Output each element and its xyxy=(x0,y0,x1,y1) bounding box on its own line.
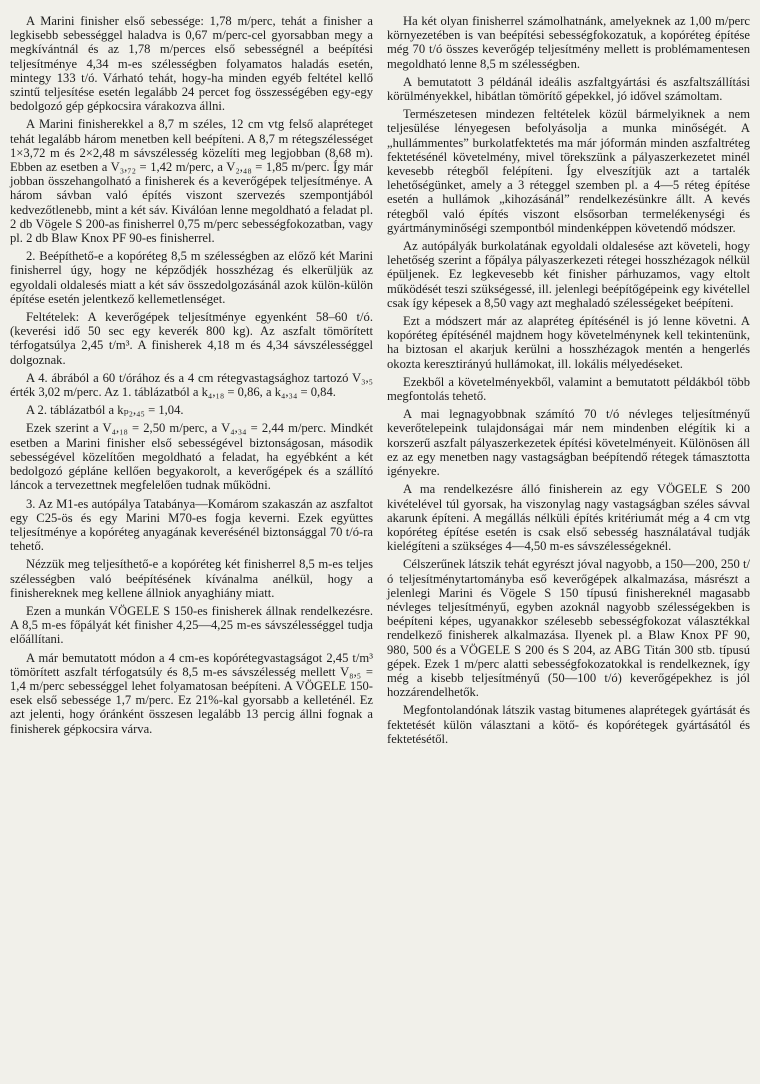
paragraph: Ezek szerint a V₄,₁₈ = 2,50 m/perc, a V₄,₃₄ = 2,44 m/perc. Mindkét esetben a Marini finisher első sebességével biztonságosan, második sebességével közelítően megoldható a feladat, ha egyébként a két bedolgozó gépláne kellően begyakorolt, a keverőgépek és a szállító láncok a tervezettnek megfelelően tudnak működni. xyxy=(10,421,373,493)
paragraph: A már bemutatott módon a 4 cm-es kopórétegvastagságot 2,45 t/m³ tömörített aszfalt térfogatsúly és 8,5 m-es sávszélesség mellett V₈,₅ = 1,4 m/perc sebességgel lehet folyamatosan beépíteni. A VÖGELE 150-esek első sebessége 1,7 m/perc. Ez 21%-kal gyorsabb a kelleténél. Ez azt jelenti, hogy óránként összesen legalább 13 percig állni fognak a finisherek gépkocsira várva. xyxy=(10,650,373,736)
paragraph: Ezen a munkán VÖGELE S 150-es finisherek állnak rendelkezésre. A 8,5 m-es főpályát két finisher 4,25—4,25 m-es sávszélességgel tudja előállítani. xyxy=(10,603,373,647)
paragraph: 2. Beépíthető-e a kopóréteg 8,5 m szélességben az előző két Marini finisherrel úgy, hogy ne képződjék hosszhézag és elkerüljük az egyoldali oldalesés miatt a két sáv összedolgozásánál azok külön-külön építése esetén jelentkező kellemetlenséget. xyxy=(10,249,373,306)
paragraph: A 2. táblázatból a kₚ₂,₄₅ = 1,04. xyxy=(26,403,184,418)
paragraph: A 4. ábrából a 60 t/órához és a 4 cm rétegvastagsághoz tartozó V₃,₅ érték 3,02 m/perc. Az 1. táblázatból a k₄,₁₈ = 0,86, a k₄,₃₄ = 0,84. xyxy=(10,370,373,400)
paragraph: Az autópályák burkolatának egyoldali oldalesése azt követeli, hogy lehetőség szerint a főpálya pályaszerkezeti rétegei hosszhézagok nélkül épüljenek. Ez legkevesebb két finisher párhuzamos, vagy eltolt működését teszi szükségessé, ill. jelenlegi beépítőgépeink egy kivétellel csak így képesek a 8,50 vagy azt meghaladó szélességeket beépíteni. xyxy=(387,239,750,310)
paragraph: Ezt a módszert már az alapréteg építésénél is jó lenne követni. A kopóréteg építésénél majdnem hogy követelménynek kell tekintenünk, ha biztosan el akarjuk kerülni a hosszhézagok mentén a hengerlés okozta keresztirányú hullámokat, ill. lokális mélyedéseket. xyxy=(387,314,750,371)
paragraph: 3. Az M1-es autópálya Tatabánya—Komárom szakaszán az aszfaltot egy C25-ös és egy Marini M70-es fogja keverni. Ezek együttes teljesítménye a kopóréteg anyagának keverésénél biztonsággal 70 t/ó-ra tehető. xyxy=(10,496,373,554)
paragraph: Ha két olyan finisherrel számolhatnánk, amelyeknek az 1,00 m/perc környezetében is van beépítési sebességfokozatuk, a kopóréteg építése még 70 t/ó összes keverőgép teljesítmény mellett is problémamentesen megoldható lenne 8,5 m szélességben. xyxy=(387,14,750,71)
left-column xyxy=(10,14,373,1076)
paragraph: A mai legnagyobbnak számító 70 t/ó névleges teljesítményű keverőtelepeink tulajdonságai már nem mindenben elégítik ki a korszerű aszfalt pályaszerkezetek építési követelményeit. Különösen áll ez az egy menetben nagy vastagságban beépítendő rétegek támasztotta igényekre. xyxy=(387,407,750,479)
paragraph: A Marini finisher első sebessége: 1,78 m/perc, tehát a finisher a legkisebb sebességgel haladva is 0,67 m/perc-cel gyorsabban megy a megkívántnál és az 1,78 m/perces első sebességnél a beépítési teljesítménye 4,34 m-es szélességben folyamatos haladás esetén, mintegy 133 t/ó. Várható tehát, hogy-ha minden egyéb feltétel kellő szintű teljesítése esetén legalább 24 percet fog összességében egy-egy bedolgozó gép gépkocsira várakozva állni. xyxy=(10,14,373,114)
right-column xyxy=(387,14,750,1076)
paragraph: A bemutatott 3 példánál ideális aszfaltgyártási és aszfaltszállítási körülményekkel, hibátlan tömörítő gépekkel, jó idővel számoltam. xyxy=(387,74,750,104)
paragraph: A ma rendelkezésre álló finisherein az egy VÖGELE S 200 kivételével túl gyorsak, ha viszonylag nagy vastagságban széles sávval akarunk építeni. A megállás nélküli építés kritériumát még a 4 cm vtg kopóréteg építése esetén is csak első sebesség használatával tudják kielégíteni a szükséges 4—4,50 m-es sávszélességeknél. xyxy=(387,482,750,554)
paragraph: Természetesen mindezen feltételek közül bármelyiknek a nem teljesülése lényegesen befolyásolja a munka minőségét. A „hullámmentes” burkolatfektetés ma már jóformán minden aszfaltréteg fektetésénél követelmény, mivel törekszünk a pályaszerkezetet minél kevesebb rétegből felépíteni. Így elveszítjük azt a tartalék lehetőségünket, amely a 3 réteggel szemben pl. a 4—5 réteg építése esetén a hullámok „kihozásánál” rendelkezésünkre állt. A kevés rétegből való építés viszont elsősorban termelékenységi és gyártmányminőségi szempontból mindenképpen követendő módszer. xyxy=(387,107,750,235)
paragraph: Ezekből a követelményekből, valamint a bemutatott példákból több megfontolás tehető. xyxy=(387,374,750,404)
text-columns xyxy=(10,14,750,1076)
paragraph: Feltételek: A keverőgépek teljesítménye egyenként 58–60 t/ó. (keverési idő 50 sec egy keverék 800 kg). Az aszfalt tömörített térfogatsúlya 2,45 t/m³. A finisherek 4,18 m és 4,34 sávszélességgel dolgoznak. xyxy=(10,310,373,367)
paragraph: Nézzük meg teljesíthető-e a kopóréteg két finisherrel 8,5 m-es teljes szélességben való beépítésének kívánalma anélkül, hogy a finishereknek meg kellene állniok anyaghiány miatt. xyxy=(10,557,373,600)
paragraph: Célszerűnek látszik tehát egyrészt jóval nagyobb, a 150—200, 250 t/ó teljesítménytartományba eső keverőgépek alkalmazása, másrészt a jelenlegi Marini és Vögele S 150 típusú finishereknél magasabb névleges teljesítményű, egyben azoknál nagyobb szélességekben is beépíteni képes, ugyanakkor szélesebb sebességfokozat választékkal rendelkező finisherek alkalmazása. Ilyenek pl. a Blaw Knox PF 90, 980, 500 és a VÖGELE S 200 és S 204, az ABG Titán 300 stb. típusú gépek. Ezek 1 m/perc alatti sebességfokozatokkal is rendelkeznek, így még a kisebb teljesítményű (50—100 t/ó) keverőgépekhez is jól hozzárendelhetők. xyxy=(387,557,750,700)
paragraph: A Marini finisherekkel a 8,7 m széles, 12 cm vtg felső alapréteget tehát legalább három menetben kell beépíteni. A 8,7 m rétegszélességet 1×3,72 m és 2×2,48 m sávszélesség közelíti meg legjobban (8,68 m). Ebben az esetben a V₃,₇₂ = 1,42 m/perc, a V₂,₄₈ = 1,85 m/perc. Így már jobban összehangolható a finisherek és a keverőgépek teljesítménye. A három sávban való építés viszont szervezés szempontjából kedvezőtlenebb, mint a két sáv. Kiválóan lenne megoldható a feladat pl. 2 db Vögele S 200-as finisherrel 0,75 m/perc sebességfokozatban, vagy pl. 2 db Blaw Knox PF 90-es finisherrel. xyxy=(10,117,373,246)
paragraph: Megfontolandónak látszik vastag bitumenes alaprétegek gyártását és fektetését külön választani a kötő- és kopórétegek gyártásától és fektetésétől. xyxy=(387,703,750,746)
